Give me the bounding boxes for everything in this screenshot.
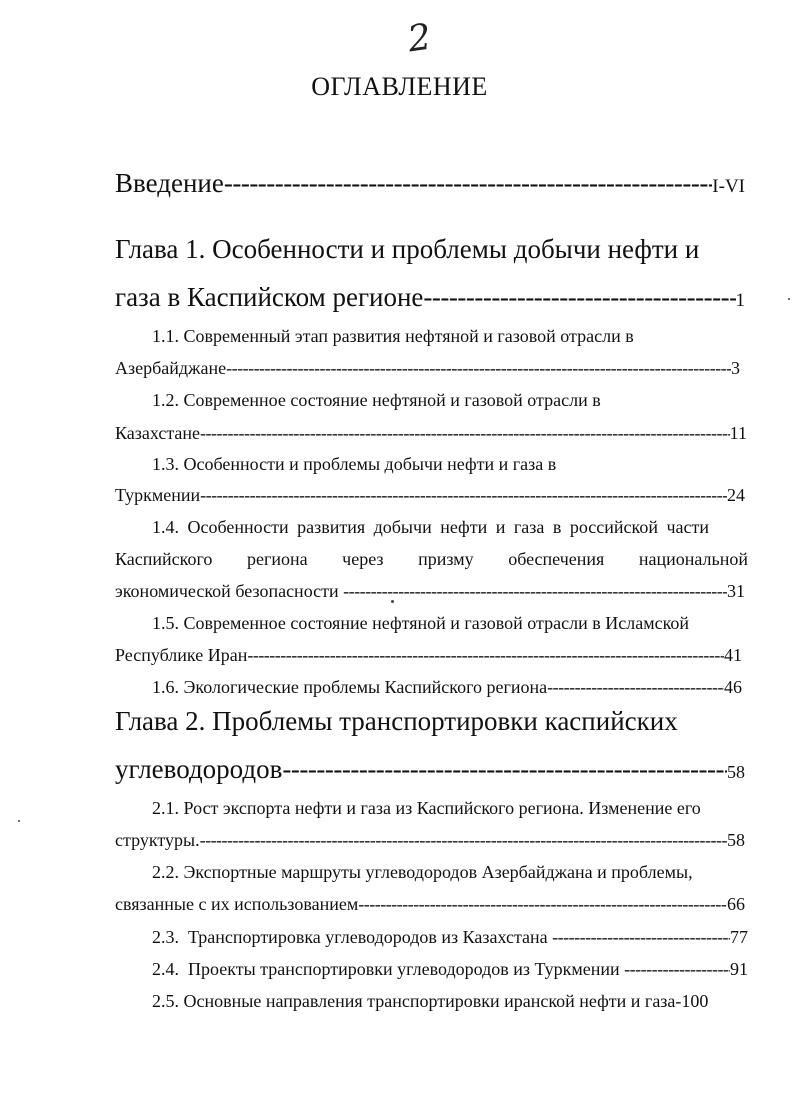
leader-dots xyxy=(624,959,730,980)
leader-dots xyxy=(200,423,730,444)
toc-page-ref: 24 xyxy=(727,485,745,505)
leader-dots xyxy=(226,358,731,379)
toc-entry-1-5-line1: 1.5. Современное состояние нефтяной и газовой отрасли в Исламской xyxy=(152,613,690,633)
leader-dots xyxy=(343,581,727,602)
toc-entry-1-3[interactable] xyxy=(115,485,745,506)
toc-page-ref: 66 xyxy=(727,894,745,914)
toc-entry-label: 2.3. Транспортировка углеводородов из Казахстана xyxy=(152,927,553,947)
chapter2-heading-line1: Глава 2. Проблемы транспортировки каспийских xyxy=(115,706,678,736)
toc-entry-1-4-line1: 1.4. Особенности развития добычи нефти и газа в российской части xyxy=(152,517,709,537)
toc-word: призму xyxy=(418,549,474,569)
toc-entry-2-2[interactable] xyxy=(115,894,745,915)
chapter1-heading-line1: Глава 1. Особенности и проблемы добычи нефти и xyxy=(115,234,700,264)
toc-entry-chapter1[interactable] xyxy=(115,282,745,313)
toc-page-ref: 11 xyxy=(729,423,747,443)
leader-dots xyxy=(200,485,727,506)
toc-page-ref: 3 xyxy=(731,358,740,378)
toc-entry-1-5[interactable] xyxy=(115,645,742,666)
scan-speck xyxy=(18,820,20,822)
toc-entry-1-2-line1: 1.2. Современное состояние нефтяной и газовой отрасли в xyxy=(152,390,601,410)
scan-speck xyxy=(788,298,790,300)
toc-entry-label: 1.6. Экологические проблемы Каспийского региона xyxy=(152,677,548,697)
toc-entry-2-3[interactable] xyxy=(152,927,748,948)
toc-page-ref: 77 xyxy=(730,927,748,947)
toc-entry-label: связанные с их использованием xyxy=(115,894,359,914)
toc-entry-label: Азербайджане xyxy=(115,358,227,378)
toc-entry-1-4-line2 xyxy=(115,549,748,570)
toc-page-ref: 1 xyxy=(735,290,745,311)
toc-entry-1-2[interactable] xyxy=(115,423,747,444)
leader-dots xyxy=(247,645,724,666)
leader-dots xyxy=(282,754,727,785)
leader-dots xyxy=(224,168,712,199)
toc-page-ref: 46 xyxy=(724,677,742,697)
toc-word: через xyxy=(342,549,384,569)
leader-dots xyxy=(552,927,730,948)
toc-entry-1-4[interactable] xyxy=(115,581,745,602)
leader-dots xyxy=(200,830,727,851)
toc-entry-2-5[interactable]: 2.5. Основные направления транспортировки иранской нефти и газа-100 xyxy=(152,991,709,1011)
leader-dots xyxy=(423,282,735,313)
page-title: ОГЛАВЛЕНИЕ xyxy=(311,72,488,101)
toc-entry-2-2-line1: 2.2. Экспортные маршруты углеводородов Азербайджана и проблемы, xyxy=(152,862,693,882)
toc-page-ref: 31 xyxy=(727,581,745,601)
toc-word: Каспийского xyxy=(115,549,213,569)
toc-entry-2-1-line1: 2.1. Рост экспорта нефти и газа из Каспийского региона. Изменение его xyxy=(152,798,701,818)
toc-entry-intro[interactable] xyxy=(115,168,745,199)
toc-entry-1-6[interactable] xyxy=(152,677,742,698)
toc-entry-2-4[interactable] xyxy=(152,959,748,980)
toc-entry-label: экономической безопасности xyxy=(115,581,344,601)
toc-entry-2-1[interactable] xyxy=(115,830,745,851)
toc-entry-label: Туркмении xyxy=(115,485,201,505)
leader-dots xyxy=(358,894,727,915)
handwritten-page-number: 2 xyxy=(405,16,434,61)
toc-entry-label: Республике Иран xyxy=(115,645,248,665)
toc-word: региона xyxy=(246,549,308,569)
leader-dots xyxy=(547,677,724,698)
scan-speck xyxy=(391,600,394,603)
toc-entry-label: Введение xyxy=(115,168,224,198)
toc-entry-label: газа в Каспийском регионе xyxy=(115,282,424,312)
toc-entry-1-1[interactable] xyxy=(115,358,740,379)
toc-entry-label: структуры. xyxy=(115,830,200,850)
toc-entry-1-1-line1: 1.1. Современный этап развития нефтяной и газовой отрасли в xyxy=(152,326,634,346)
toc-entry-label: 2.4. Проекты транспортировки углеводородов из Туркмении xyxy=(152,959,625,979)
toc-page-ref: 58 xyxy=(727,762,745,782)
toc-word: национальной xyxy=(638,549,748,569)
toc-page-ref: I-VI xyxy=(712,176,745,197)
toc-entry-1-3-line1: 1.3. Особенности и проблемы добычи нефти и газа в xyxy=(152,454,557,474)
toc-page-ref: 58 xyxy=(727,830,745,850)
toc-entry-chapter2[interactable] xyxy=(115,754,745,785)
toc-entry-label: углеводородов xyxy=(115,754,283,784)
toc-page-ref: 41 xyxy=(724,645,742,665)
toc-page-ref: 91 xyxy=(730,959,748,979)
toc-word: обеспечения xyxy=(508,549,605,569)
toc-entry-label: Казахстане xyxy=(115,423,201,443)
